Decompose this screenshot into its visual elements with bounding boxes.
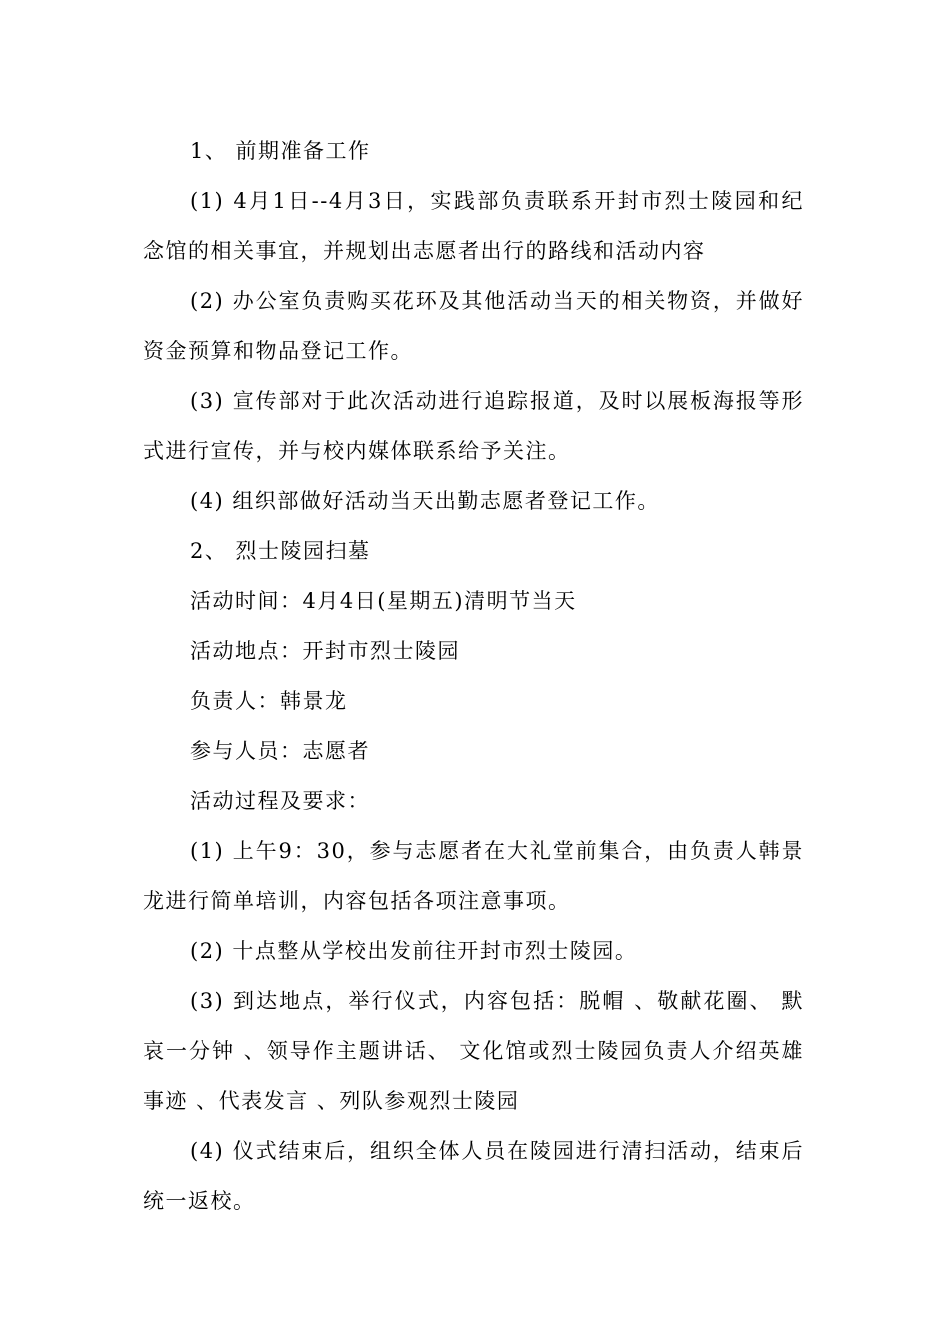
paragraph-line: (2) 办公室负责购买花环及其他活动当天的相关物资，并做好 <box>190 289 804 313</box>
participants: 参与人员：志愿者 <box>190 739 370 763</box>
section-heading-prep: 1、 前期准备工作 <box>190 139 371 163</box>
process-heading: 活动过程及要求： <box>190 789 370 813</box>
paragraph-line: 资金预算和物品登记工作。 <box>143 339 413 363</box>
paragraph-line: (1) 4月1日--4月3日，实践部负责联系开封市烈士陵园和纪 <box>190 189 804 213</box>
paragraph-line: 龙进行简单培训，内容包括各项注意事项。 <box>143 889 571 913</box>
activity-location: 活动地点：开封市烈士陵园 <box>190 639 460 663</box>
section-heading-tomb-sweeping: 2、 烈士陵园扫墓 <box>190 539 371 563</box>
paragraph-line: (3) 宣传部对于此次活动进行追踪报道，及时以展板海报等形 <box>190 389 804 413</box>
paragraph-line: 式进行宣传，并与校内媒体联系给予关注。 <box>143 439 571 463</box>
person-in-charge: 负责人：韩景龙 <box>190 689 348 713</box>
paragraph-line: (2) 十点整从学校出发前往开封市烈士陵园。 <box>190 939 638 963</box>
activity-time: 活动时间：4月4日(星期五)清明节当天 <box>190 589 577 613</box>
paragraph-line: (4) 组织部做好活动当天出勤志愿者登记工作。 <box>190 489 660 513</box>
paragraph-line: 事迹 、代表发言 、列队参观烈士陵园 <box>143 1089 520 1113</box>
paragraph-line: 哀一分钟 、领导作主题讲话、 文化馆或烈士陵园负责人介绍英雄 <box>143 1039 804 1063</box>
paragraph-line: (3) 到达地点，举行仪式，内容包括：脱帽 、敬献花圈、 默 <box>190 989 804 1013</box>
paragraph-line: (4) 仪式结束后，组织全体人员在陵园进行清扫活动，结束后 <box>190 1139 804 1163</box>
paragraph-line: (1) 上午9：30，参与志愿者在大礼堂前集合，由负责人韩景 <box>190 839 804 863</box>
paragraph-line: 统一返校。 <box>143 1189 256 1213</box>
paragraph-line: 念馆的相关事宜，并规划出志愿者出行的路线和活动内容 <box>143 239 706 263</box>
